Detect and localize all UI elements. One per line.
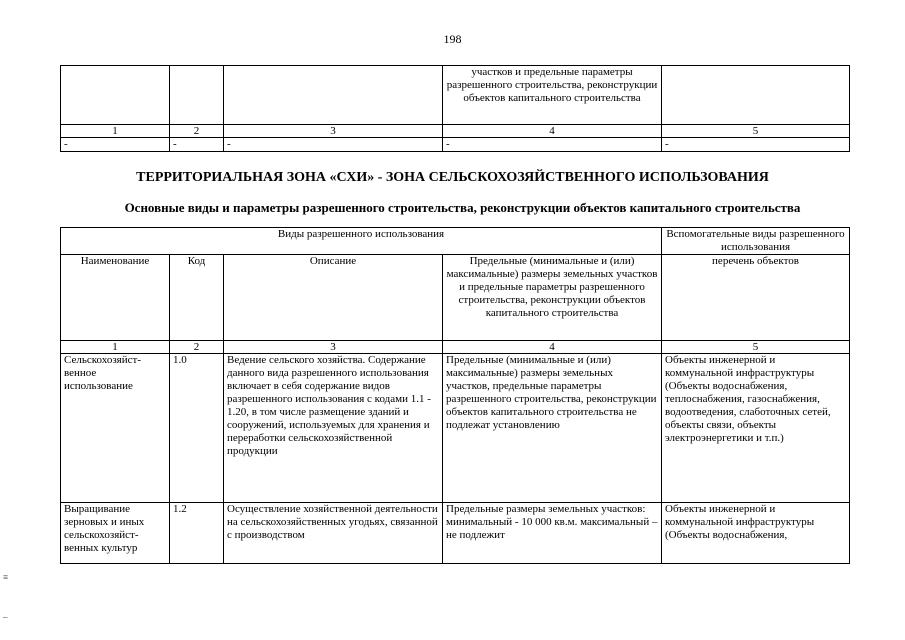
use-limits: Предельные (минимальные и (или) максимальные) размеры земельных участков, предельные параметры разрешенного строительства, реконструкции объектов капитального строительства не подлежат установлению bbox=[443, 354, 662, 503]
table-cell bbox=[662, 66, 850, 125]
header-description: Описание bbox=[224, 255, 443, 341]
table-row bbox=[61, 354, 850, 503]
column-number: 1 bbox=[61, 341, 170, 354]
group-header-auxiliary: Вспомогательные виды разрешенного использования bbox=[662, 228, 850, 255]
dash-cell: - bbox=[61, 138, 170, 152]
zone-title: ТЕРРИТОРИАЛЬНАЯ ЗОНА «СХИ» - ЗОНА СЕЛЬСКОХОЗЯЙСТВЕННОГО ИСПОЛЬЗОВАНИЯ bbox=[136, 170, 769, 185]
dash-cell: - bbox=[170, 138, 224, 152]
table-cell bbox=[61, 66, 170, 125]
section-title: Основные виды и параметры разрешенного строительства, реконструкции объектов капитального строительства bbox=[124, 200, 801, 215]
table-row bbox=[61, 138, 850, 152]
column-number-row bbox=[61, 125, 850, 138]
dash-cell: - bbox=[443, 138, 662, 152]
column-number: 5 bbox=[662, 341, 850, 354]
column-number-row bbox=[61, 341, 850, 354]
margin-mark: ≡ bbox=[3, 572, 9, 582]
use-description: Ведение сельского хозяйства. Содержание данного вида разрешенного использования включает в себя содержание видов разрешенного использования с кодами 1.1 - 1.20, в том числе размещение зданий и сооружений, используемых для хранения и переработки сельскохозяйственной продукции bbox=[224, 354, 443, 503]
continued-table bbox=[60, 65, 850, 152]
group-header-row bbox=[61, 228, 850, 255]
use-objects: Объекты инженерной и коммунальной инфраструктуры (Объекты водоснабжения, bbox=[662, 503, 850, 564]
column-header-row bbox=[61, 255, 850, 341]
use-name: Сельскохозяйст-венное использование bbox=[61, 354, 170, 503]
header-limits: Предельные (минимальные и (или) максимальные) размеры земельных участков и предельные параметры разрешенного строительства, реконструкции объектов капитального строительства bbox=[443, 255, 662, 341]
use-code: 1.2 bbox=[170, 503, 224, 564]
margin-mark: – bbox=[3, 612, 8, 622]
header-objects: перечень объектов bbox=[662, 255, 850, 341]
header-name: Наименование bbox=[61, 255, 170, 341]
use-limits: Предельные размеры земельных участков: минимальный - 10 000 кв.м. максимальный – не подлежит bbox=[443, 503, 662, 564]
table-cell bbox=[224, 66, 443, 125]
column-number: 3 bbox=[224, 341, 443, 354]
table-row bbox=[61, 503, 850, 564]
header-code: Код bbox=[170, 255, 224, 341]
permitted-use-table bbox=[60, 227, 850, 564]
column-number: 4 bbox=[443, 125, 662, 138]
dash-cell: - bbox=[662, 138, 850, 152]
column-number: 4 bbox=[443, 341, 662, 354]
use-code: 1.0 bbox=[170, 354, 224, 503]
page-crop-area bbox=[0, 565, 905, 640]
column-number: 2 bbox=[170, 125, 224, 138]
page-number: 198 bbox=[443, 32, 462, 46]
column-number: 5 bbox=[662, 125, 850, 138]
use-name: Выращивание зерновых и иных сельскохозяйст-венных культур bbox=[61, 503, 170, 564]
group-header-main: Виды разрешенного использования bbox=[61, 228, 662, 255]
column-number: 2 bbox=[170, 341, 224, 354]
continued-limits-cell: участков и предельные параметры разрешенного строительства, реконструкции объектов капитального строительства bbox=[443, 66, 662, 125]
column-number: 1 bbox=[61, 125, 170, 138]
table-row bbox=[61, 66, 850, 125]
use-objects: Объекты инженерной и коммунальной инфраструктуры (Объекты водоснабжения, теплоснабжения, газоснабжения, водоотведения, слаботочных сетей, объекты связи, объекты электроэнергетики и т.п.) bbox=[662, 354, 850, 503]
dash-cell: - bbox=[224, 138, 443, 152]
column-number: 3 bbox=[224, 125, 443, 138]
use-description: Осуществление хозяйственной деятельности на сельскохозяйственных угодьях, связанной с производством bbox=[224, 503, 443, 564]
table-cell bbox=[170, 66, 224, 125]
